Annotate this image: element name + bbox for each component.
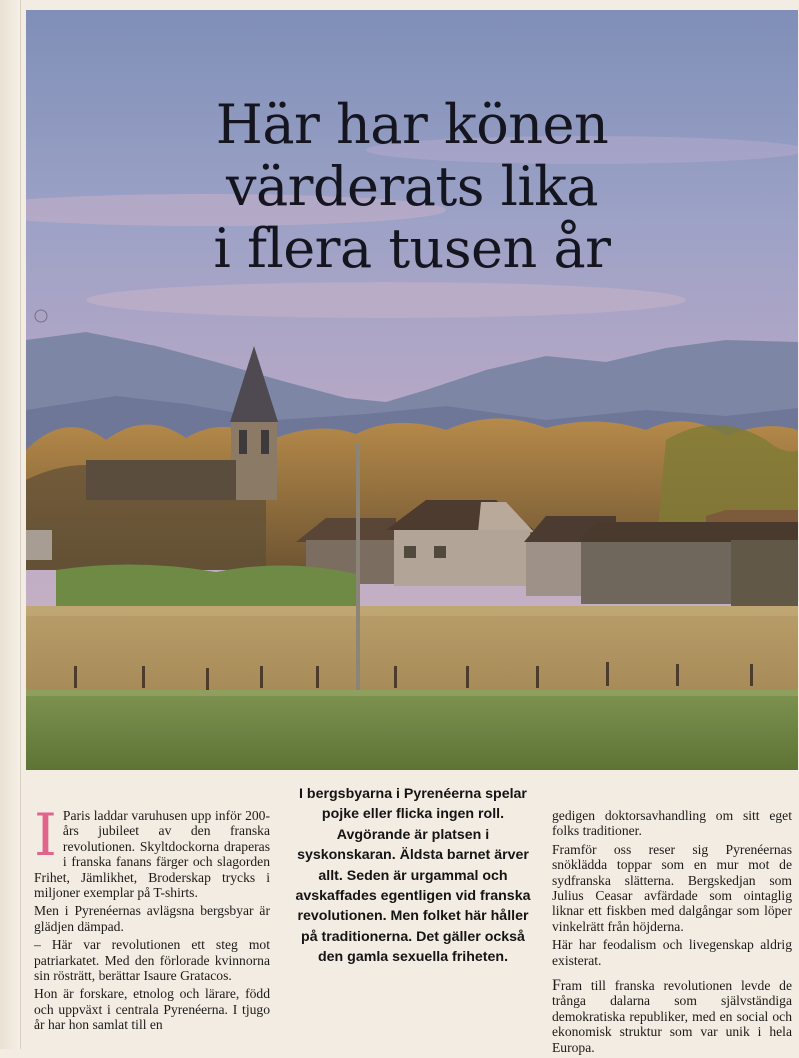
left-paragraph-1: [34, 801, 270, 901]
left-paragraph-3: – Här var revolutionen ett steg mot patriarkatet. Med den förlorade kvinnorna sin rösträtt, berättar Isaure Gratacos.: [34, 937, 270, 984]
landscape-photo: [26, 10, 798, 770]
right-paragraph-4-text: ram till franska revolutionen levde de trånga dalarna som självständiga demokratiska republiker, med en social och ekonomisk struktur som var unik i hela Europa.: [552, 978, 792, 1055]
right-column: [552, 808, 792, 1058]
right-paragraph-4: [552, 978, 792, 1055]
left-paragraph-1-text: Paris laddar varuhusen upp inför 200-års jubileet av den franska revolutionen. Skyltdockorna draperas i franska fanans färger och slagorden Frihet, Jämlikhet, Broderskap trycks i miljoner exemplar på T-shirts.: [34, 808, 270, 901]
drop-cap: I: [34, 801, 57, 869]
left-paragraph-2: Men i Pyrenéernas avlägsna bergsbyar är glädjen dämpad.: [34, 903, 270, 934]
left-column: [34, 801, 270, 1036]
right-paragraph-2: Framför oss reser sig Pyrenéernas snöklädda toppar som en mur mot de sydfranska slätterna. Bergskedjan som Julius Ceasar avfärdade som ointaglig liknar ett fiskben med dalgångar som löper vinkelrätt från höjderna.: [552, 841, 792, 934]
headline-line-3: i flera tusen år: [213, 217, 611, 280]
section-initial: F: [552, 977, 561, 995]
headline-line-2: värderats lika: [225, 155, 599, 218]
page-edge: [0, 0, 21, 1049]
lead-paragraph: I bergsbyarna i Pyrenéerna spelar pojke eller flicka ingen roll. Avgörande är platsen i syskonskaran. Äldsta barnet ärver allt. Seden är urgammal och avskaffades egentligen vid franska revolutionen. Men folket här håller på traditionerna. Det gäller också den gamla sexuella friheten.: [295, 786, 531, 966]
right-paragraph-1: gedigen doktorsavhandling om sitt eget folks traditioner.: [552, 808, 792, 839]
right-paragraph-3: Här har feodalism och livegenskap aldrig existerat.: [552, 937, 792, 968]
headline: [26, 94, 798, 280]
headline-line-1: Här har könen: [215, 93, 609, 156]
left-paragraph-4: Hon är forskare, etnolog och lärare, född och uppväxt i centrala Pyrenéerna. I tjugo år har hon samlat till en: [34, 986, 270, 1033]
